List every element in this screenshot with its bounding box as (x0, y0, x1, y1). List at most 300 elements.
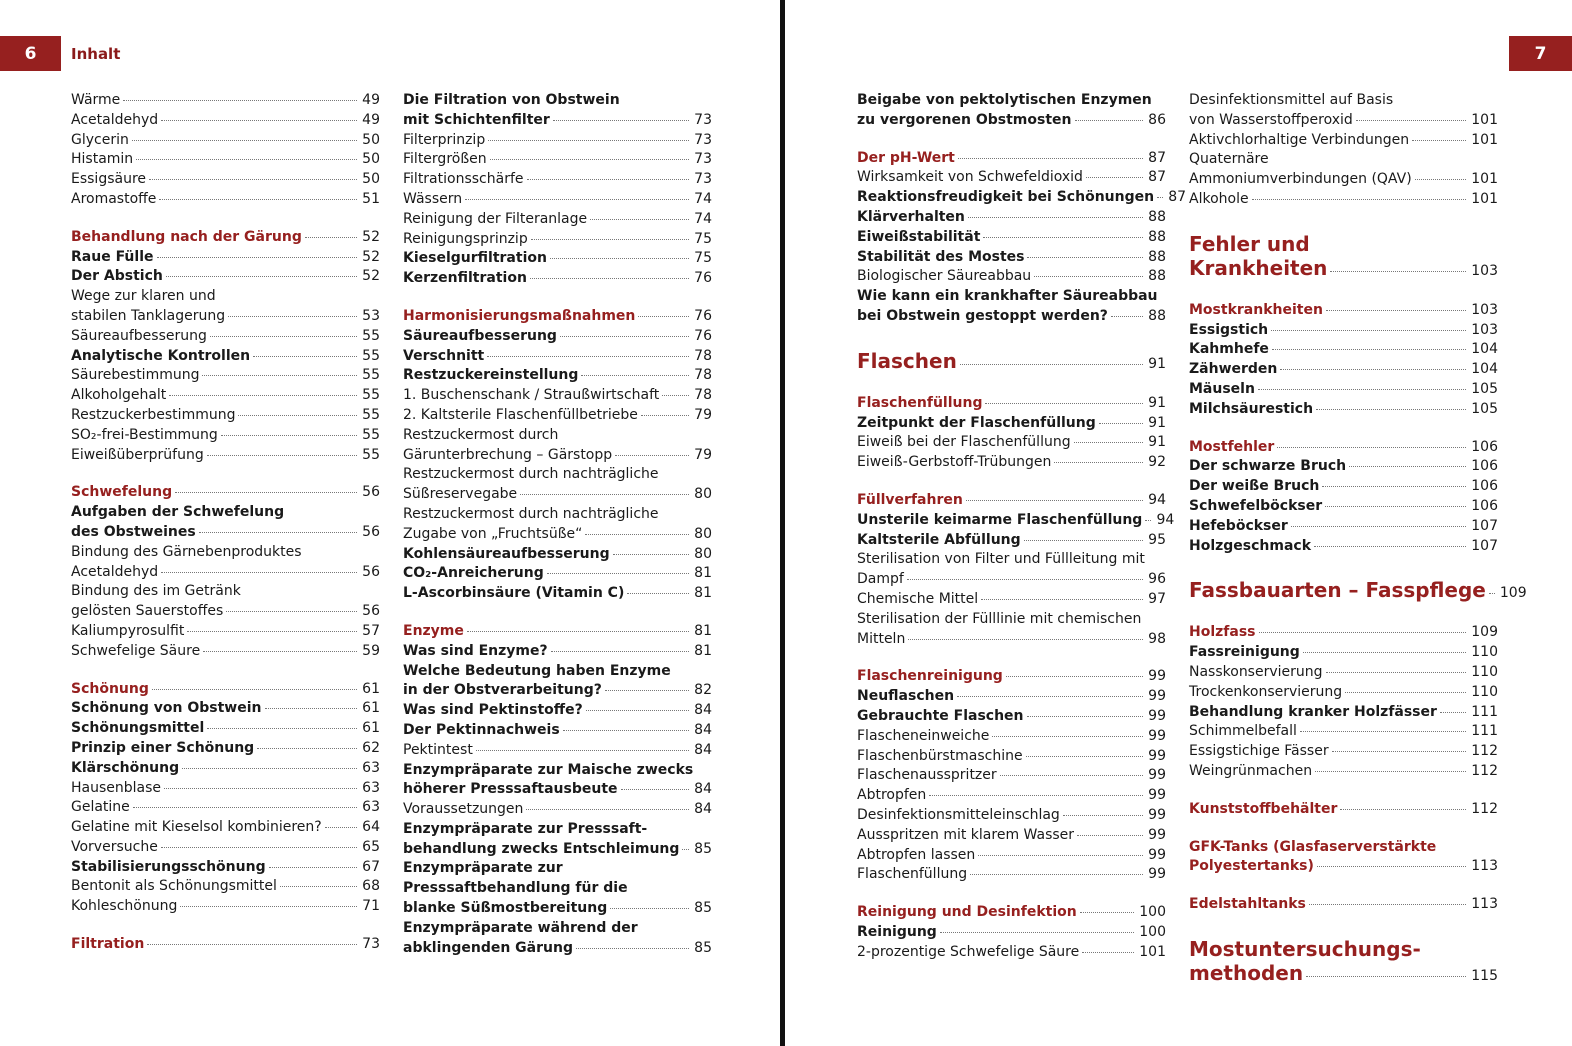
toc-entry-title: Bentonit als Schönungsmittel (71, 878, 277, 895)
toc-entry-page: 67 (362, 858, 380, 875)
toc-entry-title: Weingrünmachen (1189, 762, 1313, 779)
toc-entry-page: 68 (362, 878, 380, 895)
toc-entry-page: 55 (362, 347, 380, 364)
toc-entry (857, 248, 1166, 268)
toc-entry (1189, 301, 1498, 321)
dot-leader (520, 494, 689, 495)
dot-leader (576, 948, 689, 949)
dot-leader (1325, 506, 1466, 507)
toc-entry-page: 78 (694, 387, 712, 404)
toc-entry-title-line: Bindung des Gärnebenproduktes (71, 543, 302, 560)
toc-entry-title: mit Schichtenfilter (403, 111, 550, 128)
toc-entry-title: Was sind Enzyme? (403, 642, 548, 659)
dot-leader (1075, 120, 1144, 121)
dot-leader (1000, 775, 1143, 776)
toc-entry-title-line: Enzympräparate zur Maische zwecks (403, 761, 694, 778)
toc-entry-page: 96 (1148, 571, 1166, 588)
toc-entry-page: 99 (1148, 787, 1166, 804)
dot-leader (985, 403, 1143, 404)
toc-entry-title: blanke Süßmostbereitung (403, 900, 608, 917)
toc-entry (857, 806, 1166, 826)
toc-entry-title: Hefeböckser (1189, 517, 1288, 534)
toc-entry (1189, 762, 1498, 782)
toc-entry (857, 267, 1166, 287)
toc-entry-page: 71 (362, 898, 380, 915)
toc-entry (71, 446, 380, 466)
toc-entry (71, 287, 380, 327)
toc-entry-page: 50 (362, 131, 380, 148)
toc-column-4 (1189, 91, 1527, 988)
dot-leader (269, 867, 357, 868)
toc-entry-page: 88 (1148, 248, 1166, 265)
dot-leader (1291, 526, 1466, 527)
toc-entry-page: 88 (1148, 268, 1166, 285)
toc-entry-page: 81 (694, 585, 712, 602)
toc-entry-title: Restzuckereinstellung (403, 367, 579, 384)
toc-column-2 (403, 91, 712, 958)
toc-entry-title-line: Sterilisation der Fülllinie mit chemischen (857, 610, 1142, 627)
toc-entry (1189, 321, 1498, 341)
toc-entry-title-line: Restzuckermost durch (403, 426, 559, 443)
toc-entry-page: 112 (1471, 743, 1498, 760)
toc-entry (403, 150, 712, 170)
dot-leader (1157, 197, 1163, 198)
dot-leader (161, 572, 357, 573)
toc-entry-page: 59 (362, 642, 380, 659)
dot-leader (1074, 442, 1143, 443)
toc-entry-title: Polyestertanks) (1189, 858, 1314, 875)
toc-entry (403, 859, 712, 918)
dot-leader (226, 611, 357, 612)
toc-entry-page: 106 (1471, 497, 1498, 514)
toc-entry-title: Kohleschönung (71, 898, 178, 915)
right-page-number: 7 (1509, 36, 1572, 71)
toc-entry-page: 49 (362, 92, 380, 108)
toc-entry-title: Stabilisierungsschönung (71, 858, 266, 875)
toc-entry-page: 74 (694, 190, 712, 207)
toc-entry-title: Neuflaschen (857, 688, 955, 705)
dot-leader (465, 199, 689, 200)
dot-leader (526, 809, 689, 810)
toc-entry-page: 75 (694, 230, 712, 247)
toc-entry-page: 55 (362, 406, 380, 423)
toc-entry-title: Gelatine (71, 799, 130, 816)
toc-entry (403, 721, 712, 741)
toc-entry-page: 80 (694, 486, 712, 503)
dot-leader (238, 415, 357, 416)
toc-entry-page: 99 (1148, 688, 1166, 705)
toc-entry-title-line: Mostuntersuchungs- (1189, 936, 1421, 961)
toc-entry (857, 168, 1166, 188)
toc-entry-page: 85 (694, 939, 712, 956)
dot-leader (610, 908, 689, 909)
dot-leader (1099, 423, 1143, 424)
toc-entry-title: Reinigung und Desinfektion (857, 904, 1077, 921)
dot-leader (152, 689, 357, 690)
toc-entry-title: L-Ascorbinsäure (Vitamin C) (403, 585, 625, 602)
dot-leader (157, 257, 358, 258)
toc-entry (857, 903, 1166, 923)
dot-leader (641, 415, 689, 416)
dot-leader (1277, 447, 1466, 448)
toc-entry-page: 104 (1471, 361, 1498, 378)
dot-leader (581, 375, 689, 376)
toc-entry-title: Mäuseln (1189, 380, 1255, 397)
dot-leader (1309, 904, 1466, 905)
toc-entry (1189, 517, 1498, 537)
toc-entry (857, 747, 1166, 767)
dot-leader (627, 593, 689, 594)
toc-entry (857, 865, 1166, 885)
toc-entry-page: 101 (1471, 190, 1498, 207)
toc-entry (1189, 91, 1498, 131)
toc-entry-title: Holzgeschmack (1189, 537, 1312, 554)
toc-entry-page: 55 (362, 387, 380, 404)
dot-leader (1316, 409, 1466, 410)
toc-entry (71, 582, 380, 622)
toc-entry (1189, 340, 1498, 360)
toc-entry-title: Reaktionsfreudigkeit bei Schönungen (857, 189, 1155, 206)
toc-entry (403, 386, 712, 406)
toc-entry-title-line: Desinfektionsmittel auf Basis (1189, 92, 1394, 108)
toc-entry-page: 113 (1471, 896, 1498, 913)
toc-entry-page: 99 (1148, 806, 1166, 823)
toc-entry (403, 820, 712, 860)
toc-entry (71, 131, 380, 151)
toc-entry-page: 65 (362, 838, 380, 855)
dot-leader (638, 316, 689, 317)
toc-entry (857, 610, 1166, 650)
dot-leader (907, 579, 1143, 580)
dot-leader (187, 631, 357, 632)
toc-entry (1189, 643, 1498, 663)
toc-entry (857, 531, 1166, 551)
dot-leader (207, 455, 357, 456)
toc-entry-page: 80 (694, 545, 712, 562)
dot-leader (180, 906, 357, 907)
toc-entry-title: Der pH-Wert (857, 149, 955, 166)
toc-entry-page: 99 (1148, 826, 1166, 843)
toc-entry-title: Essigsäure (71, 171, 147, 188)
toc-entry-title: Säureaufbesserung (71, 327, 207, 344)
toc-entry (857, 433, 1166, 453)
toc-entry-page: 110 (1471, 644, 1498, 661)
dot-leader (265, 708, 358, 709)
dot-leader (621, 789, 689, 790)
toc-entry-page: 87 (1168, 189, 1187, 206)
toc-entry (403, 170, 712, 190)
dot-leader (1252, 199, 1467, 200)
toc-entry-title-line: Presssaftbehandlung für die (403, 880, 628, 897)
toc-entry-page: 88 (1148, 307, 1166, 324)
toc-entry-title: SO₂-frei-Bestimmung (71, 426, 218, 443)
toc-entry-title: Histamin (71, 151, 134, 168)
toc-entry (403, 564, 712, 584)
dot-leader (590, 219, 689, 220)
toc-entry-title-line: Fehler und (1189, 231, 1310, 256)
toc-entry-title: Der Pektinnachweis (403, 721, 560, 738)
toc-entry (1189, 457, 1498, 477)
toc-entry (403, 131, 712, 151)
toc-entry-title: Der Abstich (71, 268, 163, 285)
toc-entry (1189, 703, 1498, 723)
toc-entry-page: 109 (1499, 585, 1527, 602)
toc-entry (857, 766, 1166, 786)
dot-leader (136, 159, 357, 160)
toc-entry-page: 92 (1148, 454, 1166, 471)
toc-entry-title: 2-prozentige Schwefelige Säure (857, 943, 1080, 960)
toc-entry-title: Hausenblase (71, 779, 162, 796)
toc-entry (403, 545, 712, 565)
toc-entry-page: 53 (362, 307, 380, 324)
dot-leader (228, 316, 357, 317)
toc-entry-title: Kohlensäureaufbesserung (403, 545, 610, 562)
toc-entry-page: 80 (694, 525, 712, 542)
toc-entry-title: Mostfehler (1189, 438, 1275, 455)
toc-entry (1189, 937, 1498, 988)
dot-leader (585, 534, 689, 535)
toc-entry (71, 406, 380, 426)
toc-entry-page: 55 (362, 446, 380, 463)
toc-entry-title: Eiweißüberprüfung (71, 446, 204, 463)
toc-entry (403, 91, 712, 131)
toc-entry (71, 622, 380, 642)
toc-entry-page: 95 (1148, 531, 1166, 548)
toc-entry (71, 111, 380, 131)
toc-entry-page: 84 (694, 702, 712, 719)
toc-entry-title: Gelatine mit Kieselsol kombinieren? (71, 819, 322, 836)
toc-entry-title: Säurebestimmung (71, 367, 200, 384)
toc-entry-title: Eiweiß-Gerbstoff-Trübungen (857, 454, 1052, 471)
toc-entry-title: Ammoniumverbindungen (QAV) (1189, 171, 1412, 188)
dot-leader (1077, 835, 1143, 836)
toc-entry (857, 707, 1166, 727)
toc-entry-title: Was sind Pektinstoffe? (403, 702, 583, 719)
dot-leader (550, 258, 689, 259)
toc-entry (1189, 683, 1498, 703)
toc-entry-page: 49 (362, 111, 380, 128)
dot-leader (221, 435, 357, 436)
dot-leader (551, 651, 689, 652)
toc-entry-page: 99 (1148, 727, 1166, 744)
toc-entry (1189, 895, 1498, 915)
toc-entry-page: 62 (362, 739, 380, 756)
toc-entry-title: Chemische Mittel (857, 590, 979, 607)
toc-entry-page: 100 (1139, 923, 1166, 940)
toc-entry (857, 550, 1166, 590)
toc-entry-page: 84 (694, 721, 712, 738)
toc-entry-title: Wässern (403, 190, 463, 207)
toc-entry-title: Analytische Kontrollen (71, 347, 251, 364)
section-label: Inhalt (71, 45, 121, 63)
dot-leader (1111, 316, 1143, 317)
dot-leader (560, 336, 689, 337)
toc-entry-title-line: Wege zur klaren und (71, 288, 216, 305)
dot-leader (970, 874, 1143, 875)
toc-entry-title: Flascheneinweiche (857, 727, 990, 744)
toc-entry (403, 800, 712, 820)
toc-entry-page: 73 (694, 171, 712, 188)
toc-entry-page: 73 (694, 151, 712, 168)
toc-entry (403, 505, 712, 545)
toc-entry (71, 91, 380, 111)
toc-entry-title: Behandlung nach der Gärung (71, 228, 302, 245)
toc-entry-title: Nasskonservierung (1189, 663, 1323, 680)
toc-entry (857, 923, 1166, 943)
dot-leader (1145, 520, 1151, 521)
toc-entry (857, 91, 1166, 131)
dot-leader (983, 237, 1143, 238)
dot-leader (586, 710, 689, 711)
dot-leader (149, 179, 357, 180)
toc-entry (71, 267, 380, 287)
toc-entry-title: 1. Buschenschank / Straußwirtschaft (403, 387, 660, 404)
toc-entry (1189, 190, 1498, 210)
toc-entry (403, 406, 712, 426)
dot-leader (1054, 462, 1143, 463)
dot-leader (175, 492, 357, 493)
toc-entry-title: Voraussetzungen (403, 801, 524, 818)
dot-leader (207, 728, 357, 729)
toc-entry-page: 101 (1139, 943, 1166, 960)
dot-leader (202, 375, 357, 376)
toc-entry-page: 103 (1471, 321, 1498, 338)
toc-entry-page: 52 (362, 248, 380, 265)
toc-entry-page: 56 (362, 563, 380, 580)
toc-entry-title: abklingenden Gärung (403, 939, 573, 956)
toc-entry-title: Wärme (71, 92, 121, 108)
page-gutter (780, 0, 785, 1046)
toc-entry-title: Kieselgurfiltration (403, 250, 547, 267)
toc-entry-title: Reinigungsprinzip (403, 230, 528, 247)
toc-entry-page: 107 (1471, 537, 1498, 554)
toc-entry-page: 112 (1471, 762, 1498, 779)
dot-leader (563, 730, 689, 731)
dot-leader (1340, 809, 1466, 810)
dot-leader (966, 500, 1143, 501)
dot-leader (1063, 815, 1143, 816)
toc-entry-page: 75 (694, 250, 712, 267)
toc-entry (71, 680, 380, 700)
toc-entry-page: 64 (362, 819, 380, 836)
toc-entry (857, 687, 1166, 707)
toc-entry (71, 642, 380, 662)
toc-entry-title: Eiweiß bei der Flaschenfüllung (857, 434, 1071, 451)
toc-entry-title: Reinigung (857, 923, 937, 940)
dot-leader (253, 356, 357, 357)
toc-entry-title: Der weiße Bruch (1189, 478, 1320, 495)
toc-entry-title: Verschnitt (403, 347, 485, 364)
toc-entry (403, 249, 712, 269)
dot-leader (1272, 349, 1466, 350)
toc-entry-page: 107 (1471, 517, 1498, 534)
toc-entry-title: Zugabe von „Fruchtsüße“ (403, 525, 583, 542)
toc-column-3 (857, 91, 1187, 962)
toc-entry-page: 63 (362, 779, 380, 796)
toc-entry-title: gelösten Sauerstoffes (71, 603, 224, 620)
toc-entry-title: Säureaufbesserung (403, 327, 557, 344)
toc-entry-title-line: Restzuckermost durch nachträgliche (403, 466, 659, 483)
toc-entry (857, 208, 1166, 228)
toc-entry-page: 61 (362, 680, 380, 697)
dot-leader (605, 690, 689, 691)
toc-entry (71, 699, 380, 719)
toc-entry (71, 150, 380, 170)
toc-entry-title: Pektintest (403, 741, 473, 758)
toc-entry-title-line: GFK-Tanks (Glasfaserverstärkte (1189, 838, 1437, 855)
toc-entry-page: 111 (1471, 723, 1498, 740)
toc-entry-title: 2. Kaltsterile Flaschenfüllbetriebe (403, 406, 638, 423)
toc-entry-title: Klärverhalten (857, 208, 965, 225)
toc-entry-page: 106 (1471, 478, 1498, 495)
toc-entry (71, 759, 380, 779)
toc-entry-page: 103 (1471, 262, 1498, 279)
toc-entry (857, 846, 1166, 866)
toc-entry (1189, 477, 1498, 497)
toc-entry-title-line: Enzympräparate zur (403, 860, 563, 877)
toc-entry (403, 426, 712, 466)
toc-entry (1189, 722, 1498, 742)
dot-leader (166, 276, 357, 277)
dot-leader (929, 795, 1143, 796)
dot-leader (161, 120, 357, 121)
toc-entry-page: 106 (1471, 458, 1498, 475)
dot-leader (940, 932, 1134, 933)
dot-leader (280, 886, 357, 887)
dot-leader (1306, 976, 1466, 977)
toc-entry (1189, 438, 1498, 458)
toc-entry (403, 642, 712, 662)
toc-entry (71, 347, 380, 367)
toc-entry (71, 739, 380, 759)
toc-entry (1189, 131, 1498, 151)
toc-entry-page: 99 (1148, 866, 1166, 883)
toc-entry-title: Ausspritzen mit klarem Wasser (857, 826, 1075, 843)
toc-entry (71, 935, 380, 955)
toc-entry-page: 94 (1148, 491, 1166, 508)
toc-entry-page: 63 (362, 799, 380, 816)
toc-entry-title: methoden (1189, 960, 1304, 985)
toc-entry-page: 98 (1148, 630, 1166, 647)
toc-entry-title: Flaschenausspritzer (857, 767, 997, 784)
dot-leader (1024, 540, 1143, 541)
dot-leader (981, 599, 1143, 600)
toc-entry-title: Kaliumpyrosulfit (71, 622, 185, 639)
toc-entry-title: Filtration (71, 936, 145, 953)
toc-entry-page: 101 (1471, 111, 1498, 128)
toc-entry-title: Flaschenfüllung (857, 866, 968, 883)
toc-entry-page: 91 (1148, 394, 1166, 411)
toc-entry-title: Süßreservegabe (403, 486, 518, 503)
toc-entry (1189, 578, 1527, 605)
toc-entry (1189, 838, 1498, 878)
dot-leader (182, 768, 357, 769)
dot-leader (305, 237, 357, 238)
toc-column-1 (71, 91, 380, 955)
toc-entry-title: Schönung (71, 680, 149, 697)
toc-entry-page: 61 (362, 720, 380, 737)
toc-entry-title: Essigstich (1189, 321, 1269, 338)
toc-entry (403, 210, 712, 230)
dot-leader (958, 158, 1143, 159)
dot-leader (1026, 756, 1143, 757)
left-page-number: 6 (0, 36, 61, 71)
dot-leader (132, 140, 357, 141)
toc-entry-page: 81 (694, 565, 712, 582)
toc-entry (71, 838, 380, 858)
dot-leader (1322, 486, 1466, 487)
dot-leader (1317, 866, 1466, 867)
